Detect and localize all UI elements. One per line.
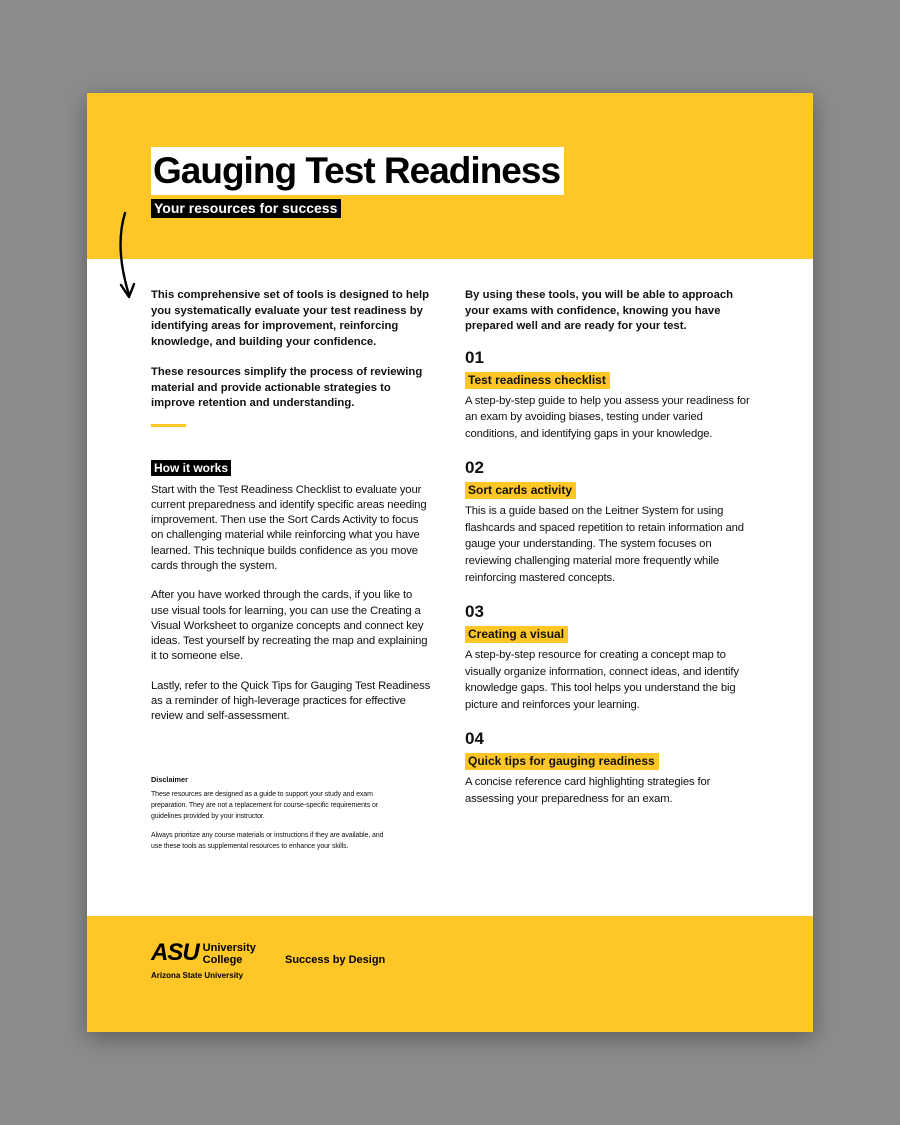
disclaimer-title: Disclaimer <box>151 775 188 784</box>
curved-down-arrow-icon <box>115 209 145 309</box>
resource-title: Creating a visual <box>465 626 568 643</box>
resource-item-03 <box>465 601 755 714</box>
resource-item-04 <box>465 728 755 808</box>
resource-number: 02 <box>465 457 484 477</box>
how-paragraph-3: Lastly, refer to the Quick Tips for Gauging Test Readiness as a reminder of high-leverage practices for effective review and self-assessment. <box>151 679 431 723</box>
how-paragraph-1: Start with the Test Readiness Checklist to evaluate your current preparedness and identify specific areas needing improvement. Then use the Sort Cards Activity to focus on challenging material while reinforcing what you have learned. This technique builds confidence as you move cards through the system. <box>151 483 427 572</box>
resource-item-01 <box>465 347 755 443</box>
header-band <box>87 93 813 259</box>
document-page <box>87 93 813 1032</box>
resource-item-02 <box>465 457 755 587</box>
resource-description: This is a guide based on the Leitner System for using flashcards and spaced repetition to retain information and gauge your understanding. The system focuses on reviewing challenging material more frequently while reinforcing mastered concepts. <box>465 504 744 585</box>
logo-line-2: College <box>202 953 243 966</box>
disclaimer-text-1: These resources are designed as a guide to support your study and exam preparation. They are not a replacement for course-specific requirements or guidelines provided by your instructor. <box>151 791 378 820</box>
page-subtitle: Your resources for success <box>151 199 341 218</box>
university-college-label <box>203 943 256 966</box>
resource-description: A step-by-step guide to help you assess your readiness for an exam by avoiding biases, testing under varied conditions, and identifying gaps in your knowledge. <box>465 394 750 441</box>
asu-full-name: Arizona State University <box>151 971 244 980</box>
right-column <box>465 288 755 808</box>
resource-number: 03 <box>465 601 484 621</box>
footer-tagline: Success by Design <box>285 954 386 966</box>
disclaimer-text-2: Always prioritize any course materials or instructions if they are available, and use these tools as supplemental resources to enhance your skills. <box>151 832 384 850</box>
disclaimer <box>151 775 391 860</box>
intro-paragraph-2: These resources simplify the process of reviewing material and provide actionable strategies to improve retention and understanding. <box>151 366 423 409</box>
logo-line-1: University <box>202 942 256 954</box>
resource-title: Quick tips for gauging readiness <box>465 753 659 770</box>
gold-divider <box>151 424 186 427</box>
left-column <box>151 288 431 725</box>
footer-band <box>87 916 813 1032</box>
resource-number: 04 <box>465 729 484 749</box>
intro-paragraph-1: This comprehensive set of tools is designed to help you systematically evaluate your test readiness by identifying areas for improvement, reinforcing knowledge, and building your confidence. <box>151 289 430 348</box>
resource-title: Test readiness checklist <box>465 372 610 389</box>
asu-logo-block <box>151 939 256 980</box>
how-paragraph-2: After you have worked through the cards, if you like to use visual tools for learning, you can use the Creating a Visual Worksheet to organize concepts and connect key ideas. Test yourself by recreating the map and explaining it to someone else. <box>151 589 428 663</box>
resource-description: A step-by-step resource for creating a concept map to visually organize information, connect ideas, and identify knowledge gaps. This tool helps you understand the big picture and reinforces your learning. <box>465 648 739 712</box>
right-intro: By using these tools, you will be able to approach your exams with confidence, knowing you have prepared well and are ready for your test. <box>465 289 734 332</box>
resource-description: A concise reference card highlighting strategies for assessing your preparedness for an exam. <box>465 776 711 805</box>
how-it-works-heading: How it works <box>151 460 231 476</box>
resource-number: 01 <box>465 347 484 367</box>
page-title: Gauging Test Readiness <box>151 147 564 195</box>
resource-title: Sort cards activity <box>465 482 576 499</box>
asu-logo: ASU <box>151 939 199 966</box>
